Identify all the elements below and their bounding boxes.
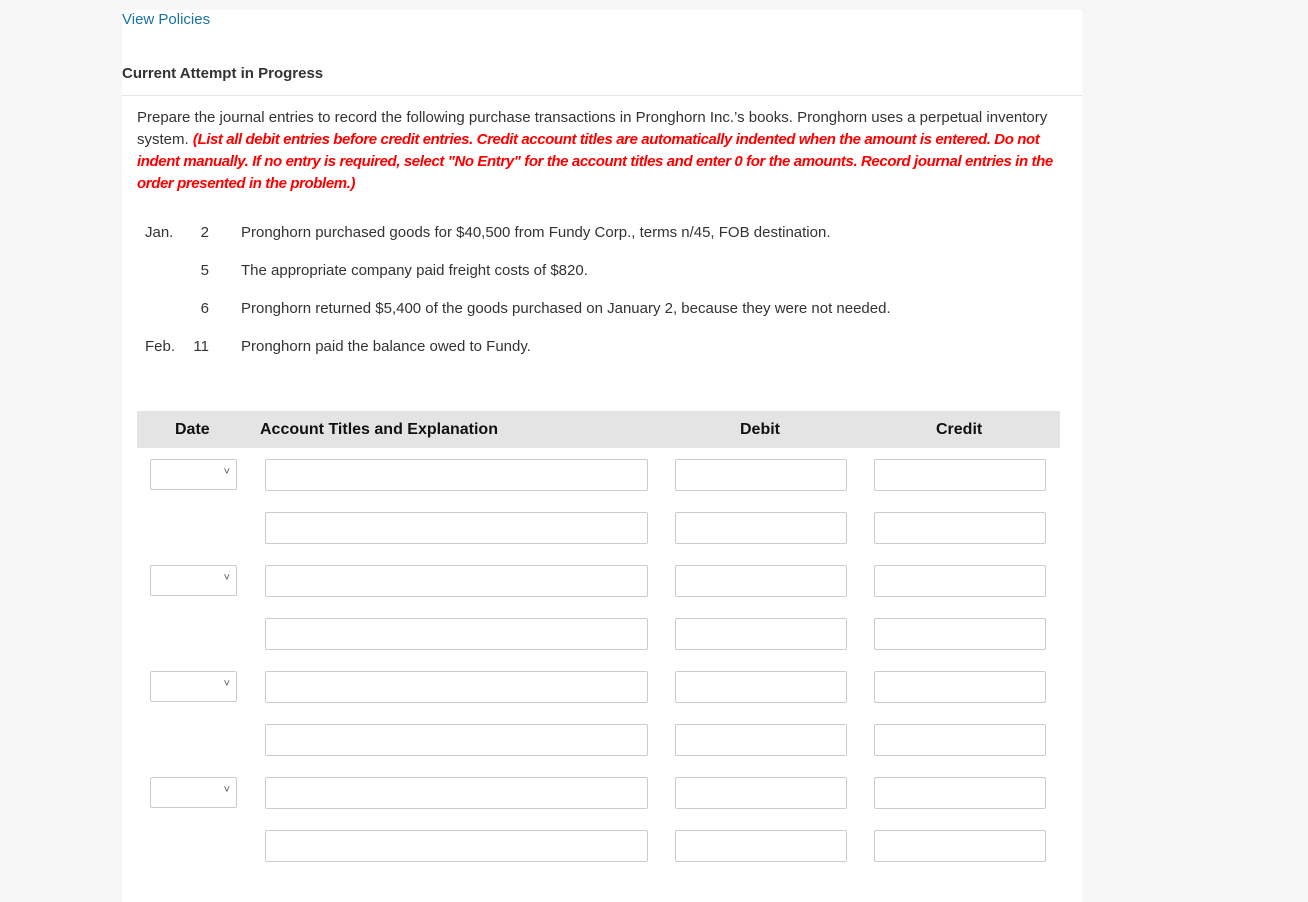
question-panel <box>122 10 1082 902</box>
account-title-input[interactable] <box>265 777 648 809</box>
transaction-text: Pronghorn returned $5,400 of the goods purchased on January 2, because they were not needed. <box>241 300 891 317</box>
debit-input[interactable] <box>675 512 847 544</box>
debit-input[interactable] <box>675 724 847 756</box>
attempt-heading: Current Attempt in Progress <box>122 65 324 82</box>
chevron-down-icon: ˅ <box>223 572 230 584</box>
view-policies-link[interactable]: View Policies <box>122 11 211 28</box>
credit-input[interactable] <box>874 671 1046 703</box>
account-title-input[interactable] <box>265 459 648 491</box>
account-title-input[interactable] <box>265 830 648 862</box>
debit-input[interactable] <box>675 777 847 809</box>
credit-input[interactable] <box>874 565 1046 597</box>
debit-input[interactable] <box>675 565 847 597</box>
transaction-month: Feb. <box>145 338 176 355</box>
account-title-input[interactable] <box>265 724 648 756</box>
date-select[interactable] <box>150 565 237 596</box>
credit-input[interactable] <box>874 512 1046 544</box>
divider <box>122 95 1082 96</box>
debit-input[interactable] <box>675 618 847 650</box>
transaction-day: 2 <box>200 224 209 241</box>
transaction-text: The appropriate company paid freight costs of $820. <box>241 262 588 279</box>
chevron-down-icon: ˅ <box>223 784 230 796</box>
date-select[interactable] <box>150 671 237 702</box>
header-debit: Debit <box>740 421 780 438</box>
date-select[interactable] <box>150 777 237 808</box>
account-title-input[interactable] <box>265 565 648 597</box>
credit-input[interactable] <box>874 830 1046 862</box>
question-prompt <box>137 107 1062 195</box>
transaction-text: Pronghorn paid the balance owed to Fundy. <box>241 338 531 355</box>
header-credit: Credit <box>936 421 983 438</box>
debit-input[interactable] <box>675 830 847 862</box>
credit-input[interactable] <box>874 777 1046 809</box>
prompt-text: Prepare the journal entries to record the following purchase transactions in Pronghorn Inc.’s books. Pronghorn uses a perpetual inventory system. <box>137 109 1048 148</box>
credit-input[interactable] <box>874 459 1046 491</box>
transaction-month: Jan. <box>145 224 174 241</box>
prompt-instructions: (List all debit entries before credit entries. Credit account titles are automatically indented when the amount is entered. Do not indent manually. If no entry is required, select "No Entry" for the account titles and enter 0 for the amounts. Record journal entries in the order presented in the problem.) <box>137 131 1053 192</box>
credit-input[interactable] <box>874 724 1046 756</box>
account-title-input[interactable] <box>265 512 648 544</box>
debit-input[interactable] <box>675 459 847 491</box>
date-select[interactable] <box>150 459 237 490</box>
header-date: Date <box>175 421 210 438</box>
header-account: Account Titles and Explanation <box>260 421 498 438</box>
transaction-text: Pronghorn purchased goods for $40,500 from Fundy Corp., terms n/45, FOB destination. <box>241 224 831 241</box>
account-title-input[interactable] <box>265 618 648 650</box>
debit-input[interactable] <box>675 671 847 703</box>
account-title-input[interactable] <box>265 671 648 703</box>
transaction-day: 5 <box>200 262 209 279</box>
journal-table-header <box>137 411 1060 448</box>
credit-input[interactable] <box>874 618 1046 650</box>
transaction-day: 6 <box>200 300 209 317</box>
transaction-day: 11 <box>193 338 209 355</box>
chevron-down-icon: ˅ <box>223 678 230 690</box>
chevron-down-icon: ˅ <box>223 466 230 478</box>
